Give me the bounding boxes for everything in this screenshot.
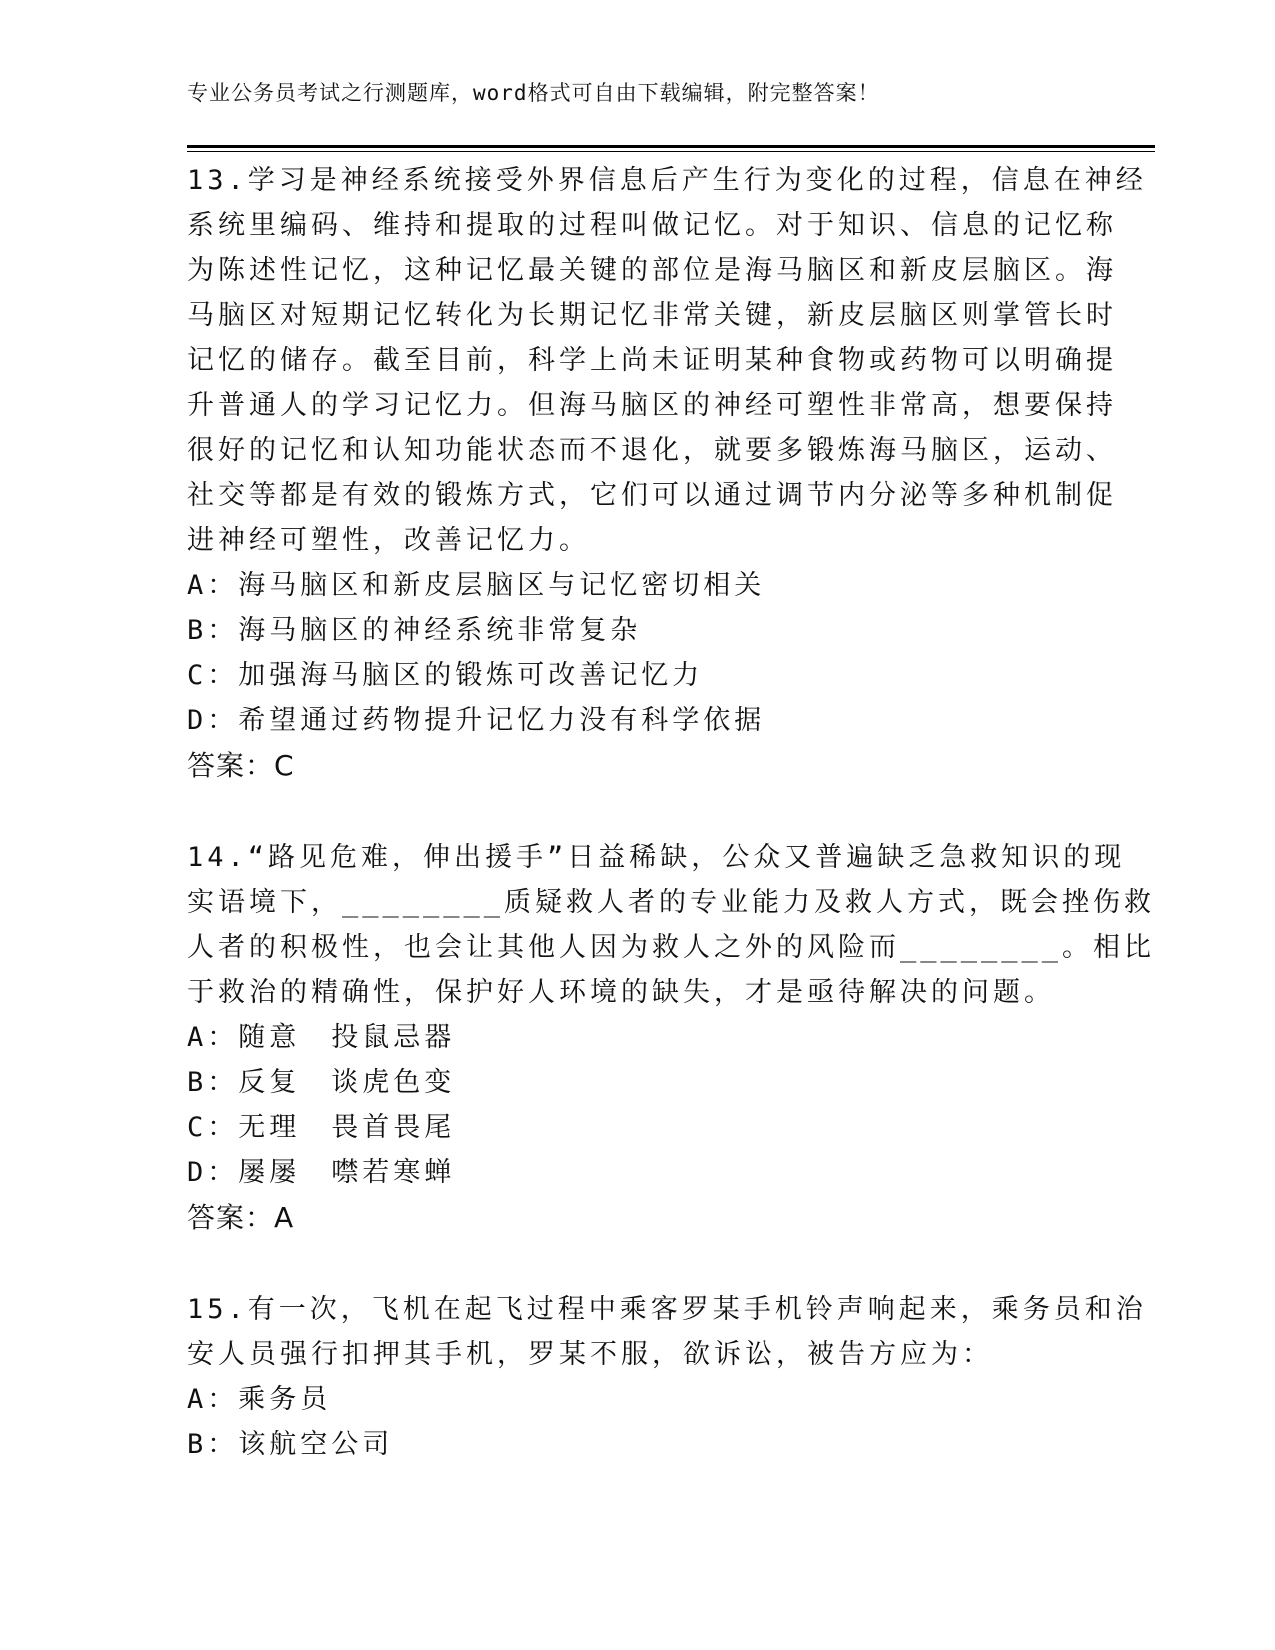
option-b: B：反复 谈虎色变	[187, 1067, 456, 1098]
option-a: A：乘务员	[187, 1384, 332, 1415]
question-stem	[187, 1287, 1147, 1377]
question-list	[187, 158, 1156, 1513]
stem-line: 实语境下，________质疑救人者的专业能力及救人方式，既会挫伤救	[187, 887, 1156, 918]
page-header: 专业公务员考试之行测题库，word格式可自由下载编辑，附完整答案！	[187, 81, 880, 105]
option-c: C：加强海马脑区的锻炼可改善记忆力	[187, 660, 704, 691]
stem-line: 安人员强行扣押其手机，罗某不服，欲诉讼，被告方应为：	[187, 1339, 993, 1370]
header-rule-thin	[187, 151, 1155, 152]
question-stem	[187, 835, 1156, 1015]
stem-line: 社交等都是有效的锻炼方式，它们可以通过调节内分泌等多种机制促	[187, 480, 1117, 511]
option-a: A：随意 投鼠忌器	[187, 1022, 456, 1053]
stem-line: 15.有一次，飞机在起飞过程中乘客罗某手机铃声响起来，乘务员和治	[187, 1294, 1147, 1325]
stem-line: 13.学习是神经系统接受外界信息后产生行为变化的过程，信息在神经	[187, 165, 1147, 196]
option-b: B：海马脑区的神经系统非常复杂	[187, 615, 642, 646]
stem-line: 为陈述性记忆，这种记忆最关键的部位是海马脑区和新皮层脑区。海	[187, 255, 1117, 286]
answer-line: 答案：A	[187, 1201, 295, 1234]
stem-line: 进神经可塑性，改善记忆力。	[187, 525, 590, 556]
option-b: B：该航空公司	[187, 1429, 394, 1460]
stem-line: 人者的积极性，也会让其他人因为救人之外的风险而________。相比	[187, 932, 1156, 963]
stem-line: 升普通人的学习记忆力。但海马脑区的神经可塑性非常高，想要保持	[187, 390, 1117, 421]
option-c: C：无理 畏首畏尾	[187, 1112, 456, 1143]
question-15	[187, 1287, 1147, 1467]
stem-line: 马脑区对短期记忆转化为长期记忆非常关键，新皮层脑区则掌管长时	[187, 300, 1117, 331]
question-14	[187, 835, 1156, 1241]
option-a: A：海马脑区和新皮层脑区与记忆密切相关	[187, 570, 766, 601]
stem-line: 记忆的储存。截至目前，科学上尚未证明某种食物或药物可以明确提	[187, 345, 1117, 376]
stem-line: 于救治的精确性，保护好人环境的缺失，才是亟待解决的问题。	[187, 977, 1055, 1008]
option-d: D：希望通过药物提升记忆力没有科学依据	[187, 705, 766, 736]
stem-line: 系统里编码、维持和提取的过程叫做记忆。对于知识、信息的记忆称	[187, 210, 1117, 241]
header-rule-thick	[187, 145, 1155, 148]
question-stem	[187, 158, 1147, 563]
option-d: D：屡屡 噤若寒蝉	[187, 1157, 456, 1188]
stem-line: 很好的记忆和认知功能状态而不退化，就要多锻炼海马脑区，运动、	[187, 435, 1117, 466]
question-13	[187, 158, 1147, 789]
stem-line: 14.“路见危难，伸出援手”日益稀缺，公众又普遍缺乏急救知识的现	[187, 842, 1126, 873]
answer-line: 答案：C	[187, 749, 295, 782]
